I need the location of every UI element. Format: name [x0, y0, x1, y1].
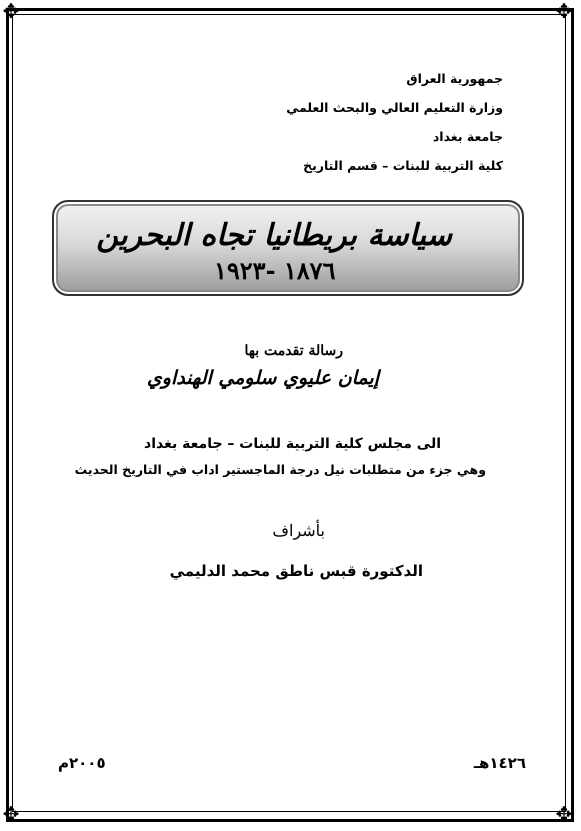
- hijri-date: ١٤٢٦هـ: [473, 754, 526, 772]
- corner-ornament-icon: ✥: [2, 0, 20, 23]
- college-department-line: كلية التربية للبنات – قسم التاريخ: [303, 158, 503, 173]
- institution-header: [183, 64, 503, 180]
- corner-ornament-icon: ✥: [555, 802, 573, 826]
- title-box: [52, 200, 524, 296]
- thesis-years: ١٨٧٦ -١٩٢٣: [214, 256, 336, 285]
- corner-ornament-icon: ✥: [555, 0, 573, 23]
- supervisor-name: الدكتورة قبس ناطق محمد الدليمي: [169, 562, 423, 580]
- ministry-line: وزارة التعليم العالي والبحث العلمي: [286, 100, 503, 115]
- degree-requirement: وهي جزء من متطلبات نيل درجة الماجستير اداب في التاريخ الحديث: [74, 462, 486, 477]
- country-line: جمهورية العراق: [406, 71, 503, 86]
- presented-by-label: رسالة تقدمت بها: [244, 343, 343, 359]
- gregorian-date: ٢٠٠٥م: [58, 754, 106, 772]
- thesis-title: سياسة بريطانيا تجاه البحرين: [96, 218, 452, 253]
- corner-ornament-icon: ✥: [2, 802, 20, 826]
- author-name: إيمان عليوي سلومي الهنداوي: [146, 367, 379, 389]
- submitted-to: الى مجلس كلية التربية للبنات – جامعة بغداد: [144, 436, 441, 452]
- university-line: جامعة بغداد: [432, 129, 503, 144]
- supervision-label: بأشراف: [272, 521, 325, 540]
